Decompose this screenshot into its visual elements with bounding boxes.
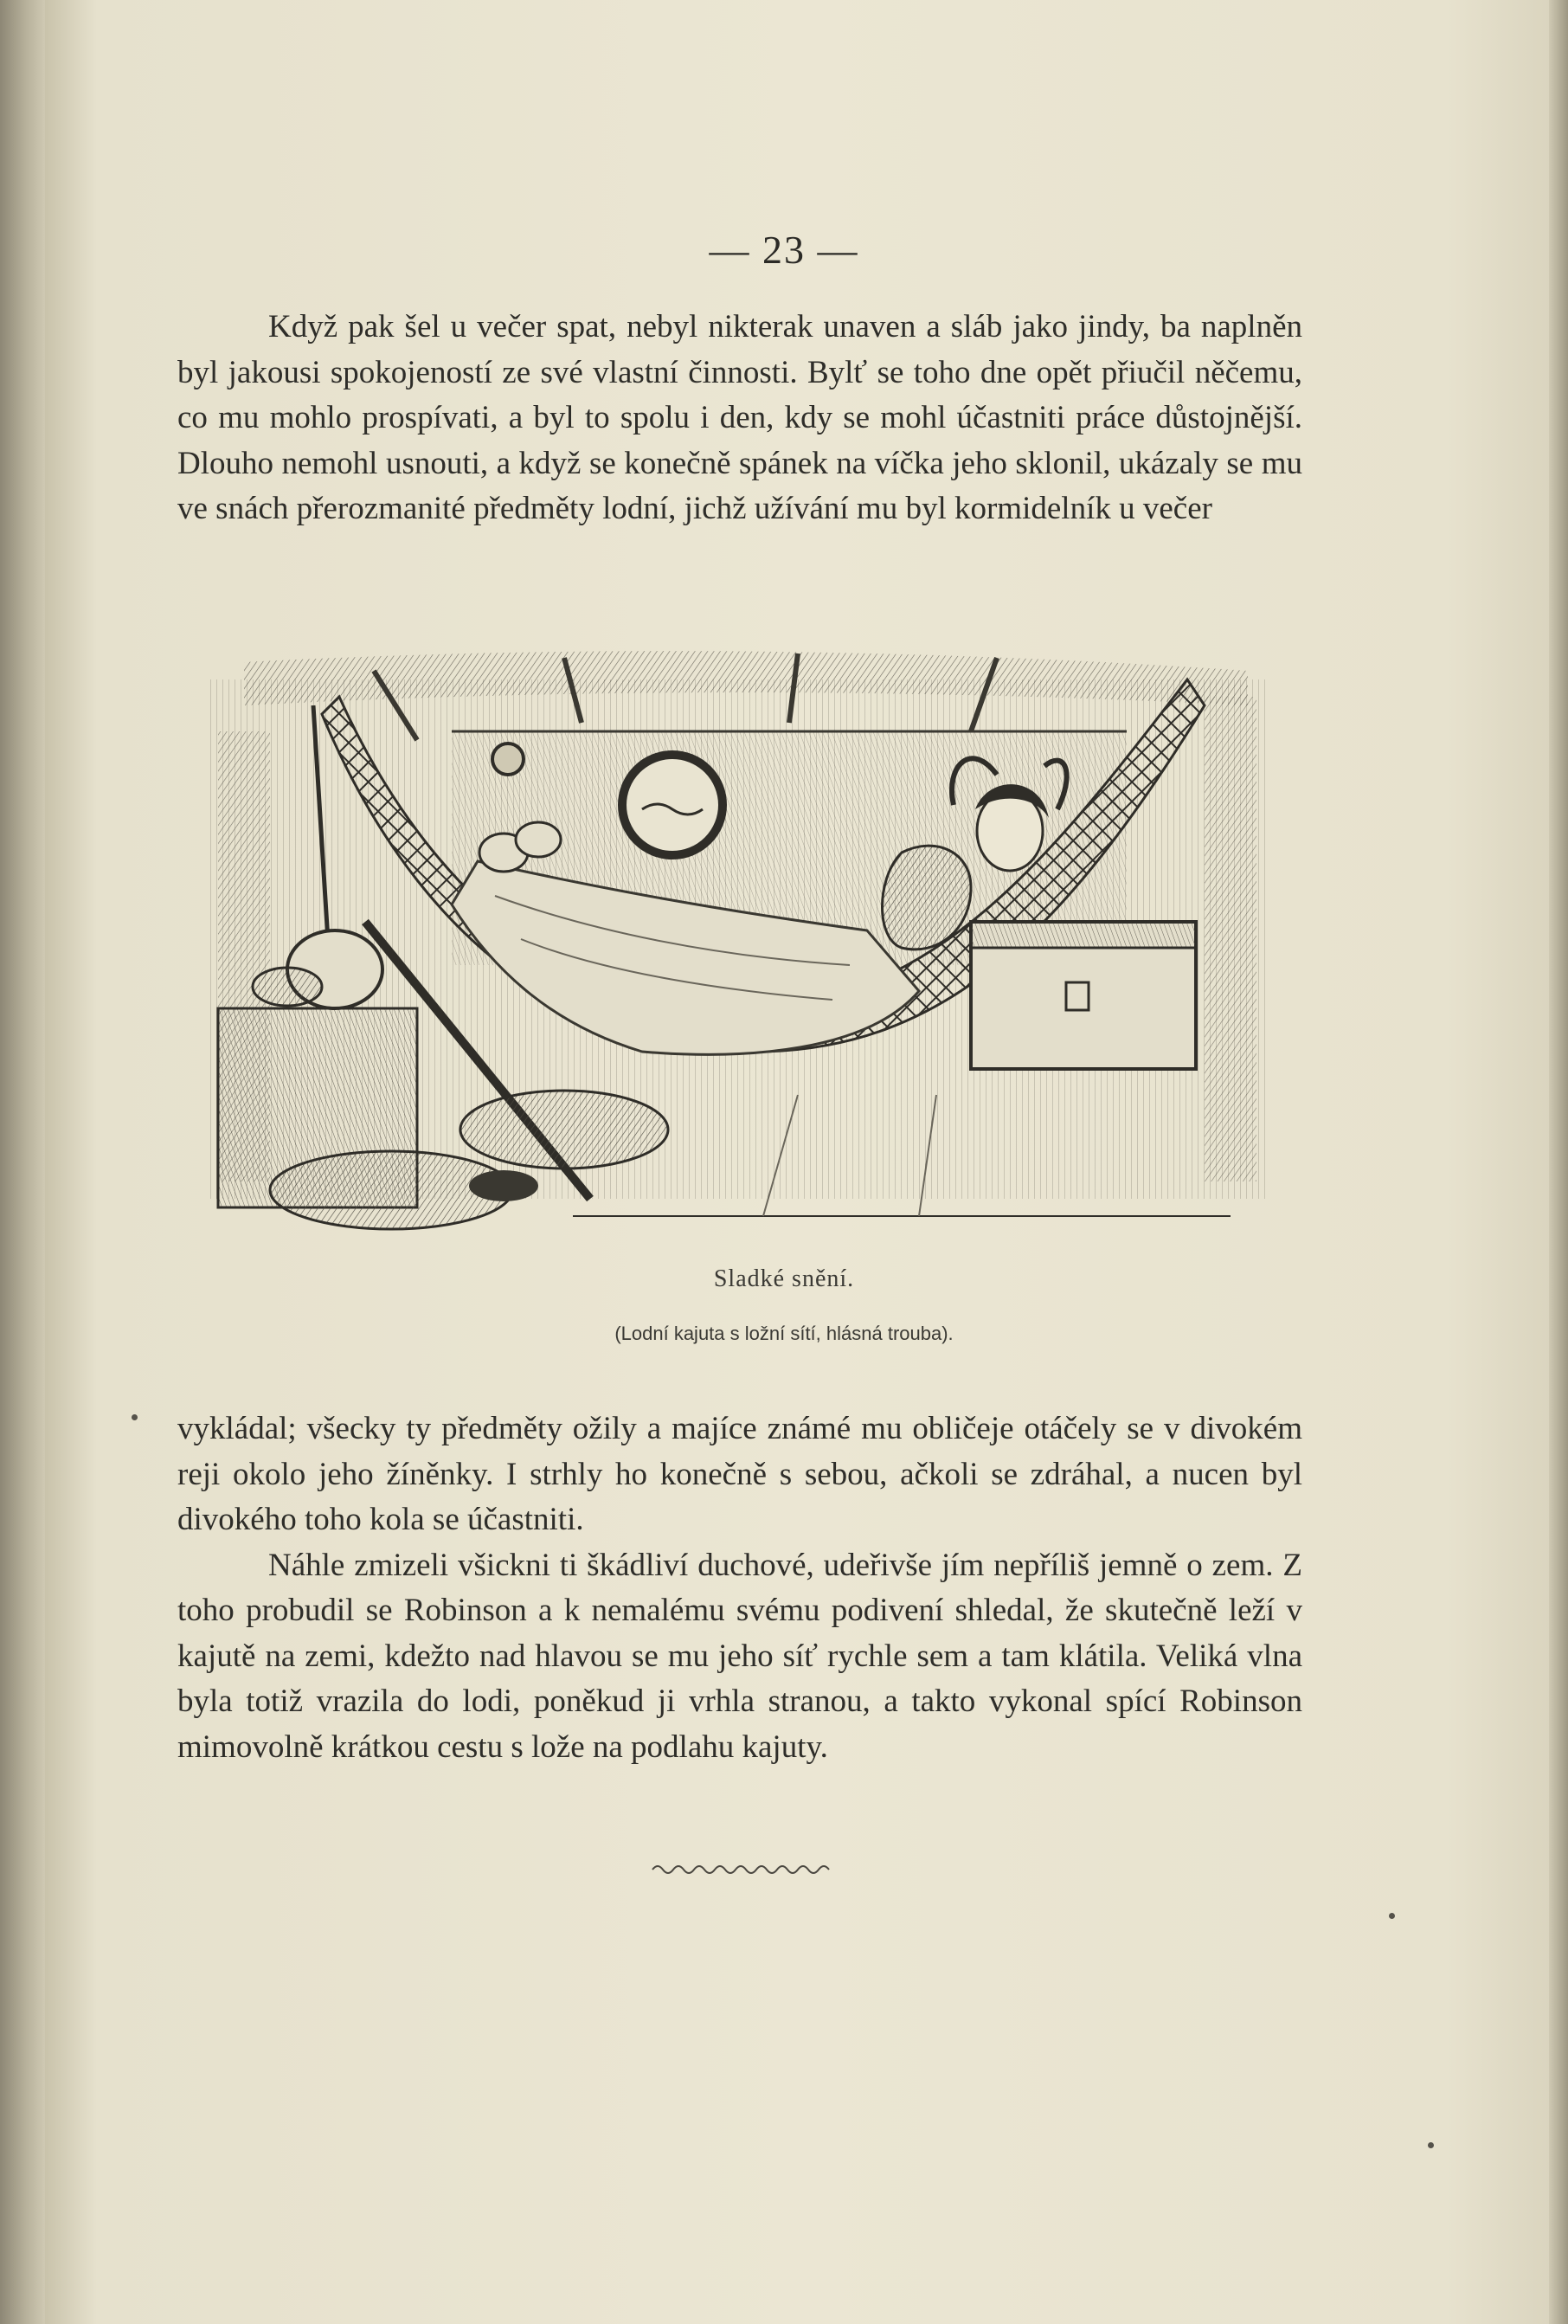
paragraph-2: vykládal; všecky ty předměty ožily a majíce známé mu obličeje otáčely se v divokém reji okolo jeho žíněnky. I strhly ho konečně s sebou, ačkoli se zdráhal, a nucen byl divokého toho kola se účastniti. [177, 1411, 1302, 1537]
figure-caption-subtitle: (Lodní kajuta s ložní sítí, hlásná trouba). [614, 1323, 954, 1344]
hammock-illustration [192, 645, 1282, 1242]
end-ornament [651, 1861, 832, 1878]
ink-speck [132, 1414, 138, 1420]
text-block-bottom [177, 1407, 1302, 1770]
ink-speck [1428, 2142, 1434, 2148]
figure-caption-title: Sladké snění. [713, 1265, 855, 1292]
page-number: — 23 — [709, 228, 859, 272]
text-block-top [177, 305, 1302, 532]
paragraph-1: Když pak šel u večer spat, nebyl nikterak unaven a sláb jako jindy, ba naplněn byl jakousi spokojeností ze své vlastní činnosti. Bylť se toho dne opět přiučil něčemu, co mu mohlo prospívati, a byl to spolu i den, kdy se mohl účastniti práce důstojnější. Dlouho nemohl usnouti, a když se konečně spánek na víčka jeho sklonil, ukázaly se mu ve snách přerozmanité předměty lodní, jichž užívání mu byl kormidelník u večer [177, 309, 1302, 526]
page-right-edge [1549, 0, 1568, 2324]
paragraph-3: Náhle zmizeli všickni ti škádliví duchové, udeřivše jím nepříliš jemně o zem. Z toho probudil se Robinson a k nemalému svému podivení shledal, že skutečně leží v kajutě na zemi, kdežto nad hlavou se mu jeho síť rychle sem a tam klátila. Veliká vlna byla totiž vrazila do lodi, poněkud ji vrhla stranou, a takto vykonal spící Robinson mimovolně krátkou cestu s lože na podlahu kajuty. [177, 1547, 1302, 1765]
ink-speck [1389, 1913, 1395, 1919]
book-binding-edge [0, 0, 45, 2324]
